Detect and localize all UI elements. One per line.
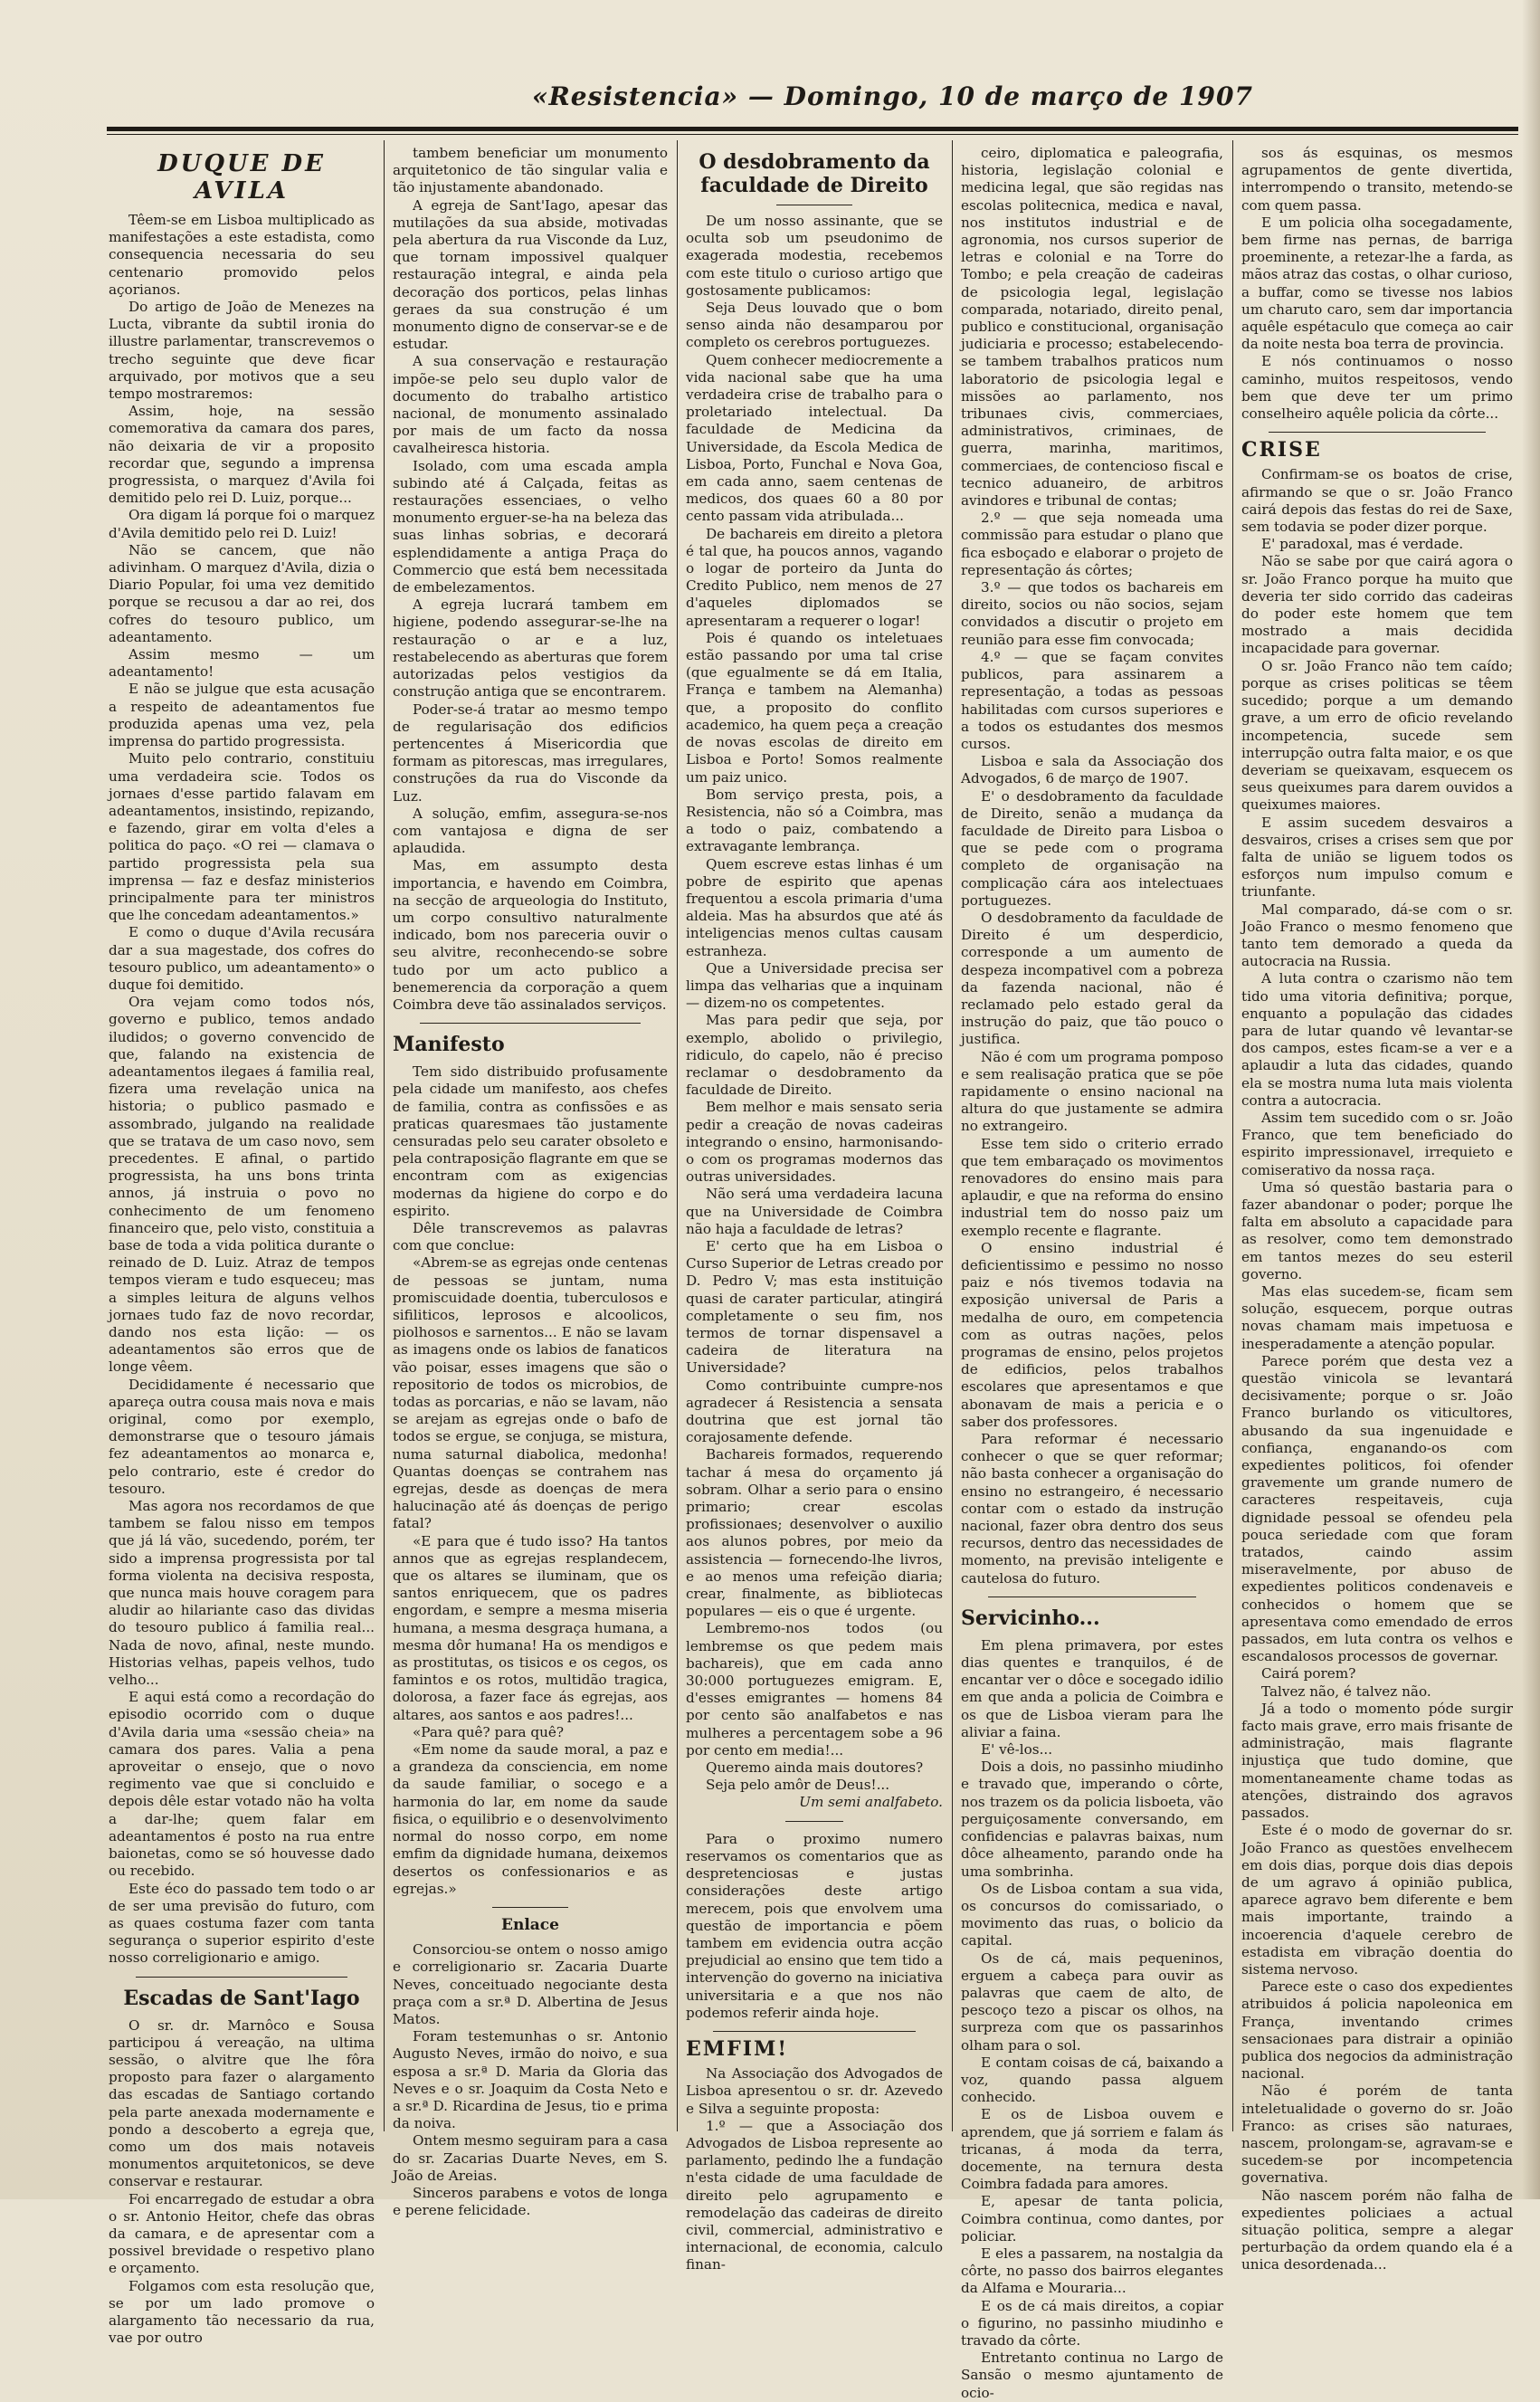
paragraph: Não se sabe por que cairá agora o sr. João Franco porque ha muito que deveria ter sido corrido das cadeiras do poder este homem que tem mostrado a mais decidida incapacidade para governar.	[1241, 553, 1513, 657]
divider	[785, 1821, 843, 1822]
paragraph: «Para quê? para quê?	[413, 1723, 565, 1740]
paragraph: Assim mesmo — um adeantamento!	[109, 646, 375, 681]
column-4	[961, 145, 1223, 2401]
paragraph: O sr. dr. Marnôco e Sousa participou á vereação, na ultima sessão, o alvitre que lhe fôra proposto para fazer o alargamento das escadas de Santiago cortando pela parte anexada modernamente e pondo a descoberto a egreja que, como um dos mais notaveis monumentos arquitetonicos, se deve conservar e restaurar.	[109, 2016, 375, 2190]
paragraph: Ora vejam como todos nós, governo e publico, temos andado iludidos; o governo convencido de que, falando na existencia de adeantamentos ilegaes á familia real, fizera uma revelação unica na historia; o publico pasmado e assombrado, julgando na realidade que se tratava de um caso novo, sem precedentes. E afinal, o partido progressista, ha uns bons trinta annos, já instruia o povo no conhecimento de um fenomeno financeiro que, pelo visto, constituia a base de toda a vida politica durante o reinado de D. Luiz. Atraz de tempos tempos vieram e tudo esqueceu; mas a simples leitura de alguns velhos jornaes tudo faz de novo recordar, dando nos esta lição: — os adeantamentos são erros que de longe vêem.	[109, 994, 375, 1376]
paragraph: Mas, em assumpto desta importancia, e havendo em Coimbra, na secção de arqueologia do Instituto, um corpo consultivo naturalmente indicado, bom nos pareceria ouvir o seu alvitre, reconhecendo-se sobre tudo por um acto publico a benemerencia da corporação a quem Coimbra deve tão assinalados serviços.	[393, 857, 668, 1013]
paragraph: Foram testemunhas o sr. Antonio Augusto Neves, irmão do noivo, e sua esposa a sr.ª D. Maria da Gloria das Neves e o sr. Joaquim da Costa Neto e a sr.ª D. Ricardina de Jesus, tio e prima da noiva.	[393, 2028, 668, 2132]
paragraph: A luta contra o czarismo não tem tido uma vitoria definitiva; porque, enquanto a população das cidades para de lutar quando vê levantar-se dos campos, estes ficam-se a ver e a aplaudir a luta das cidades, quando ela se mostra numa luta mais violenta contra a autocracia.	[1241, 970, 1513, 1109]
paragraph: E os de Lisboa ouvem e aprendem, que já sorriem e falam ás tricanas, á moda da terra, docemente, na ternura desta Coimbra fadada para amores.	[961, 2106, 1223, 2193]
paragraph: Lembremo-nos todos (ou lembremse os que pedem mais bachareis), que em cada anno 30:000 portuguezes emigram. E, d'esses emigrantes — homens 84 por cento são analfabetos e nas mulheres a percentagem sobe a 96 por cento em media!...	[686, 1620, 943, 1759]
paragraph: A sua conservação e restauração impõe-se pelo seu duplo valor de documento do trabalho artistico nacional, de monumento assinalado por mais de um facto da nossa cavalheiresca historia.	[393, 353, 668, 457]
article-title-servicinho: Servicinho...	[961, 1606, 1100, 1630]
paragraph: Seja pelo amôr de Deus!...	[706, 1777, 890, 1794]
paragraph: Este éco do passado tem todo o ar de ser uma previsão do futuro, com as quaes costuma fazer com tanta segurança o superior espirito d'este nosso correligionario e amigo.	[109, 1880, 375, 1967]
article-title-emfim: EMFIM!	[686, 2036, 789, 2061]
paragraph: O desdobramento da faculdade de Direito é um desperdicio, corresponde a um aumento de despeza incompativel com a pobreza da fazenda nacional, não é reclamado pelo estado geral da instrução do paiz, que tão pouco o justifica.	[961, 909, 1223, 1048]
paragraph: Uma só questão bastaria para o fazer abandonar o poder; porque lhe falta em absoluto a capacidade para as resolver, como tem demonstrado em tantos mezes do seu esteril governo.	[1241, 1178, 1513, 1282]
paragraph: E um policia olha socegadamente, bem firme nas pernas, de barriga proeminente, a retezar-lhe a farda, as mãos atraz das costas, o olhar curioso, a buffar, como se tivesse nos labios um charuto caro, sem dar importancia aquêle espétaculo que começa ao cair da noite nesta boa terra de provincia.	[1241, 214, 1513, 353]
paragraph: Não será uma verdadeira lacuna que na Universidade de Coimbra não haja a faculdade de letras?	[686, 1186, 943, 1237]
paragraph: Quem conhecer mediocremente a vida nacional sabe que ha uma verdadeira crise de trabalho para o proletariado intelectual. Da faculdade de Medicina da Universidade, da Escola Medica de Lisboa, Porto, Funchal e Nova Goa, em cada anno, saem centenas de medicos, dos quaes 60 a 80 por cento passam vida atribulada...	[686, 351, 943, 525]
paragraph: Como contribuinte cumpre-nos agradecer á Resistencia a sensata doutrina que est jornal tão corajosamente defende.	[686, 1377, 943, 1446]
paragraph: E aqui está como a recordação do episodio ocorrido com o duque d'Avila daria uma «sessão cheia» na camara dos pares. Valia a pena aproveitar o ensejo, que o novo regimento vae que si concluido e depois dêle estar votado não ha volta a dar-lhe; quem falar em adeantamentos é posto na rua entre baionetas, como se só houvesse dado ou recebido.	[109, 1689, 375, 1880]
paragraph: Mal comparado, dá-se com o sr. João Franco o mesmo fenomeno que tanto tem demorado a queda da autocracia na Russia.	[1241, 901, 1513, 970]
article-title-manifesto: Manifesto	[393, 1033, 505, 1057]
paragraph: Mas para pedir que seja, por exemplo, abolido o privilegio, ridiculo, do capelo, não é preciso reclamar o desdobramento da faculdade de Direito.	[686, 1012, 943, 1099]
column-5	[1241, 145, 1513, 2273]
paragraph: Dêle transcrevemos as palavras com que conclue:	[393, 1219, 668, 1254]
paragraph: E eles a passarem, na nostalgia da côrte, no passo dos bairros elegantes da Alfama e Mouraria...	[961, 2245, 1223, 2297]
paragraph: O ensino industrial é deficientissimo e pessimo no nosso paiz e nós tivemos todavia na exposição universal de Paris a medalha de ouro, em competencia com as outras nações, pelos programas de ensino, pelos projetos de edificios, pelos trabalhos escolares que apresentamos e que abonavam de mais a pericia e o saber dos professores.	[961, 1239, 1223, 1430]
divider	[136, 1977, 347, 1978]
paragraph: ceiro, diplomatica e paleografia, historia, legislação colonial e medicina legal, que são regidas nas escolas politecnica, medica e naval, nos institutos industrial e de agronomia, nos cursos superior de letras e colonial e na Torre do Tombo; e pela creação de cadeiras de psicologia legal, legislação comparada, notariado, direito penal, publico e constitucional, organisação judiciaria e processo; estabelecendo-se tambem trabalhos praticos num laboratorio de psicologia legal e missões ao parlamento, nos tribunaes civis, commerciaes, administrativos, criminaes, de guerra, marinha, maritimos, commerciaes, de contencioso fiscal e tecnico aduaneiro, de arbitros avindores e tribunal de contas;	[961, 145, 1223, 510]
article-title-crise: CRISE	[1241, 438, 1322, 462]
masthead-rule	[107, 127, 1518, 131]
paragraph: Não se cancem, que não adivinham. O marquez d'Avila, dizia o Diario Popular, foi uma vez demitido porque se recusou a dar ao rei, dos cofres do tesouro publico, um adeantamento.	[109, 541, 375, 645]
paragraph: Parece este o caso dos expedientes atribuidos á policia napoleonica em França, inventando crimes sensacionaes para distrair a opinião publica dos negocios da administração nacional.	[1241, 1978, 1513, 2083]
paragraph: Muito pelo contrario, constituiu uma verdadeira scie. Todos os jornaes d'esse partido falavam em adeantamentos, insistindo, repizando, e fazendo, girar em volta d'eles a politica do paço. «O rei — clamava o partido progressista pela sua imprensa — faz e desfaz ministerios principalmente para ter ministros que lhe concedam adeantamentos.»	[109, 750, 375, 924]
paragraph: Confirmam-se os boatos de crise, afirmando se que o sr. João Franco cairá depois das festas do rei de Saxe, sem todavia se poder dizer porque.	[1241, 466, 1513, 536]
column-rule	[677, 140, 678, 2131]
paragraph: «Em nome da saude moral, a paz e a grandeza da consciencia, em nome da saude familiar, o socego e a harmonia do lar, em nome da saude fisica, o equilibrio e o desenvolvimento normal do nosso corpo, em nome emfim da dignidade humana, deixemos desertos os confessionarios e as egrejas.»	[393, 1741, 668, 1897]
paragraph: Cairá porem?	[1261, 1665, 1356, 1682]
paragraph: E' certo que ha em Lisboa o Curso Superior de Letras creado por D. Pedro V; mas esta instituição quasi de carater particular, atingirá completamente o seu fim, nos termos de tornar dispensavel a cadeira de literatura na Universidade?	[686, 1237, 943, 1377]
paragraph: Talvez não, é talvez não.	[1261, 1682, 1431, 1700]
paragraph: Mas elas sucedem-se, ficam sem solução, esquecem, porque outras novas chamam mais impetuosa e inesperadamente a atenção popular.	[1241, 1283, 1513, 1352]
paragraph: Para reformar é necessario conhecer o que se quer reformar; não basta conhecer a organisação do ensino no estrangeiro, é necessario contar com o estado da instrução nacional, fazer obra dentro dos seus recursos, dentro das necessidades de momento, na previsão inteligente e cautelosa do futuro.	[961, 1431, 1223, 1587]
paragraph: Que a Universidade precisa ser limpa das velharias que a inquinam — dizem-no os competentes.	[686, 959, 943, 1012]
paragraph: Dois a dois, no passinho miudinho e travado que, imperando o côrte, nos trazem os da policia lisboeta, vão perguiçosamente conversando, em confidencias e palavras baixas, num dôce alheamento, parando onde ha uma sombrinha.	[961, 1759, 1223, 1880]
paragraph: Na Associação dos Advogados de Lisboa apresentou o sr. dr. Azevedo e Silva a seguinte proposta:	[686, 2065, 943, 2117]
paragraph: 3.º — que todos os bachareis em direito, socios ou não socios, sejam convidados a discutir o projeto em reunião para esse fim convocada;	[961, 579, 1223, 648]
paragraph: Tem sido distribuido profusamente pela cidade um manifesto, aos chefes de familia, contra as confissões e as praticas quaresmaes tão justamente censuradas pelo seu carater obsoleto e pela contraposição flagrante em que se encontram com as exigencias modernas da higiene do corpo e do espirito.	[393, 1063, 668, 1219]
paragraph: «Abrem-se as egrejas onde centenas de pessoas se juntam, numa promiscuidade doentia, tuberculosos e sifiliticos, leprosos e alcoolicos, piolhosos e sarnentos... E não se lavam as imagens onde os labios de fanaticos vão poisar, esses imagens que são o repositorio de todos os microbios, de todas as porcarias, e não se lavam, não se arejam as egrejas onde o bafo de todos se ergue, se conjuga, se mistura, numa saturnal diabolica, medonha! Quantas doenças se contrahem nas egrejas, desde as doenças de mera halucinação até ás doenças de perigo fatal?	[393, 1254, 668, 1532]
paragraph: Lisboa e sala da Associação dos Advogados, 6 de março de 1907.	[961, 753, 1223, 787]
page-edge-shadow	[1522, 0, 1540, 2199]
paragraph: Sinceros parabens e votos de longa e perene felicidade.	[393, 2184, 668, 2219]
paragraph: Do artigo de João de Menezes na Lucta, vibrante da subtil ironia do illustre parlamentar, transcrevemos o trecho seguinte que deve ficar arquivado, por motivos que a seu tempo mostraremos:	[109, 299, 375, 403]
paragraph: Não é com um programa pomposo e sem realisação pratica que se põe rapidamente o ensino nacional na altura do que justamente se admira no extrangeiro.	[961, 1048, 1223, 1135]
paragraph: «E para que é tudo isso? Ha tantos annos que as egrejas resplandecem, que os altares se iluminam, que os santos enriquecem, que os padres engordam, e sempre a mesma miseria humana, a mesma desgraça humana, a mesma dôr humana! Ha os mendigos e as prostitutas, os tisicos e os cegos, os famintos e os rotos, multidão tragica, dolorosa, a fazer face ás egrejas, aos altares, aos santos e aos padres!...	[393, 1532, 668, 1723]
column-rule	[1232, 140, 1233, 2131]
paragraph: Bachareis formados, requerendo tachar á mesa do orçamento já sobram. Olhar a serio para o ensino primario; crear escolas profissionaes; desenvolver o auxilio aos alunos pobres, por meio da assistencia — fornecendo-lhe livros, e ao menos uma refeição diaria; crear, finalmente, as bibliotecas populares — eis o que é urgente.	[686, 1446, 943, 1620]
divider	[713, 2031, 916, 2032]
paragraph: Para o proximo numero reservamos os comentarios que as despretenciosas e justas considerações deste artigo merecem, pois que envolvem uma questão de importancia e põem tambem em evidencia outra acção prejudicial ao ensino que tem tido a intervenção do governo na iniciativa universitaria e a que nos não podemos referir ainda hoje.	[686, 1830, 943, 2021]
paragraph: Bom serviço presta, pois, a Resistencia, não só a Coimbra, mas a todo o paiz, combatendo a extravagante lembrança.	[686, 786, 943, 855]
paragraph: Bem melhor e mais sensato seria pedir a creação de novas cadeiras integrando o ensino, harmonisando-o com os programas modernos das outras universidades.	[686, 1099, 943, 1186]
paragraph: Já a todo o momento póde surgir facto mais grave, erro mais frisante de administração, mais flagrante injustiça que tudo domine, que momentaneamente chame todas as atenções, distraindo dos agravos passados.	[1241, 1700, 1513, 1822]
paragraph: A egreja de Sant'Iago, apesar das mutilações da sua abside, motivadas pela abertura da rua Visconde da Luz, que tornam impossivel qualquer restauração integral, e ainda pela decoração dos porticos, pelas linhas geraes da sua construção é um monumento digno de conservar-se e de estudar.	[393, 196, 668, 353]
paragraph: Decididamente é necessario que apareça outra cousa mais nova e mais original, como por exemplo, demonstrarse que o tesouro jámais fez adeantamentos ao monarca e, pelo contrario, este é credor do tesouro.	[109, 1376, 375, 1497]
paragraph: 2.º — que seja nomeada uma commissão para estudar o plano que fica esboçado e elaborar o projeto de representação ás côrtes;	[961, 510, 1223, 578]
paragraph: Esse tem sido o criterio errado que tem embaraçado os movimentos renovadores do ensino mais para aplaudir, e que na reforma do ensino industrial tem do nosso paiz um exemplo recente e flagrante.	[961, 1135, 1223, 1239]
divider	[492, 1907, 568, 1908]
paragraph: E' o desdobramento da faculdade de Direito, senão a mudança da faculdade de Direito para Lisboa o que se pede com o programa completo de organisação na complicação cára aos intelectuaes portuguezes.	[961, 787, 1223, 909]
paragraph: Não nascem porém não falha de expedientes policiaes a actual situação politica, sempre a alegar perturbação da ordem quando ela é a unica desordenada...	[1241, 2187, 1513, 2273]
paragraph: Ontem mesmo seguiram para a casa do sr. Zacarias Duarte Neves, em S. João de Areias.	[393, 2132, 668, 2184]
paragraph: Queremo ainda mais doutores?	[706, 1759, 924, 1777]
signature: Um semi analfabeto.	[799, 1794, 943, 1811]
column-1	[109, 145, 375, 2347]
masthead-rule-thin	[107, 134, 1518, 135]
paragraph: E os de cá mais direitos, a copiar o figurino, no passinho miudinho e travado da côrte.	[961, 2297, 1223, 2349]
paragraph: Têem-se em Lisboa multiplicado as manifestações a este estadista, como consequencia necessaria do seu centenario promovido pelos açorianos.	[109, 212, 375, 298]
column-rule	[952, 140, 953, 2131]
divider	[1269, 432, 1486, 433]
paragraph: Parece porém que desta vez a questão vinicola se levantará decisivamente; porque o sr. João Franco burlando os viticultores, abusando da sua ingenuidade e confiança, enganando-os com expedientes politicos, foi ofender gravemente um grande numero de caracteres respeitaveis, cuja dignidade pessoal se ofendeu pela pouca seriedade com que foram tratados, caindo assim miseravelmente, por abuso de expedientes politicos condenaveis e conhecidos o homem que se apresentava como emendado de erros passados, em luta contra os velhos e escandalosos processos de governar.	[1241, 1352, 1513, 1665]
column-rule	[384, 140, 385, 2131]
article-title-desdobramento: O desdobramento da faculdade de Direito	[699, 150, 930, 197]
paragraph: E assim sucedem desvairos a desvairos, crises a crises sem que por falta de união se liguem todos os esforços num impulso comum e triunfante.	[1241, 814, 1513, 901]
paragraph: Isolado, com uma escada ampla subindo até á Calçada, feitas as restaurações essenciaes, o velho monumento erguer-se-ha na beleza das suas linhas sobrias, e decorará esplendidamente a antiga Praça do Commercio que está bem necessitada de embelezamentos.	[393, 457, 668, 596]
column-2	[393, 145, 668, 2219]
paragraph: E' paradoxal, mas é verdade.	[1261, 536, 1464, 553]
divider	[420, 1023, 641, 1024]
paragraph: E, apesar de tanta policia, Coimbra continua, como dantes, por policiar.	[961, 2193, 1223, 2245]
article-title-duque-de-avila: DUQUE DE AVILA	[157, 150, 326, 205]
paragraph: E como o duque d'Avila recusára dar a sua magestade, dos cofres do tesouro publico, um adeantamento» o duque foi demitido.	[109, 924, 375, 993]
paragraph: A solução, emfim, assegura-se-nos com vantajosa e digna de ser aplaudida.	[393, 805, 668, 857]
paragraph: tambem beneficiar um monumento arquitetonico de tão singular valia e tão injustamente abandonado.	[393, 145, 668, 196]
paragraph: A egreja lucrará tambem em higiene, podendo assegurar-se-lhe na restauração o ar e a luz, restabelecendo as aberturas que forem autorizadas pelos vestigios da construção antiga que se encontrarem.	[393, 596, 668, 701]
paragraph: Este é o modo de governar do sr. João Franco as questões envelhecem em dois dias, porque dois dias depois de um agravo á opinião publica, aparece agravo bem diferente e bem mais importante, traindo a incoerencia d'aquele cerebro de estadista em vibração doentia do sistema nervoso.	[1241, 1822, 1513, 1978]
paragraph: Pois é quando os inteletuaes estão passando por uma tal crise (que egualmente se dá em Italia, França e tambem na Alemanha) que, a proposito do conflito academico, ha quem peça a creação de novas escolas de direito em Lisboa e Porto! Somos realmente um paiz unico.	[686, 629, 943, 786]
paragraph: E contam coisas de cá, baixando a voz, quando passa alguem conhecido.	[961, 2054, 1223, 2106]
paragraph: E' vê-los...	[981, 1741, 1053, 1759]
masthead-title: «Resistencia» — Domingo, 10 de março de 1907	[532, 81, 1253, 111]
paragraph: Foi encarregado de estudar a obra o sr. Antonio Heitor, chefe das obras da camara, e de apresentar com a possivel brevidade o respetivo plano e orçamento.	[109, 2190, 375, 2277]
paragraph: O sr. João Franco não tem caído; porque as crises politicas se têem sucedido; porque a um demando grave, a um erro de oficio revelando incompetencia, sucede sem interrupção outra falta maior, e os que deveriam se queixavam, esquecem os seus queixumes para darem ouvidos a queixumes maiores.	[1241, 657, 1513, 814]
paragraph: 1.º — que a Associação dos Advogados de Lisboa represente ao parlamento, pedindo lhe a fundação n'esta cidade de uma faculdade de direito pelo agrupamento e remodelação das cadeiras de direito civil, commercial, administrativo e internacional, de economia, calculo finan-	[686, 2117, 943, 2273]
paragraph: Mas agora nos recordamos de que tambem se falou nisso em tempos que já lá vão, sucedendo, porém, ter sido a imprensa progressista por tal forma violenta na decisiva resposta, que nunca mais houve coragem para aludir ao hilariante caso das dividas do tesouro publico á familia real... Nada de novo, afinal, neste mundo. Historias velhas, papeis velhos, tudo velho...	[109, 1498, 375, 1689]
paragraph: Seja Deus louvado que o bom senso ainda não desamparou por completo os cerebros portuguezes.	[686, 300, 943, 351]
column-3	[686, 145, 943, 2273]
paragraph: sos ás esquinas, os mesmos agrupamentos de gente divertida, interrompendo o transito, metendo-se com quem passa.	[1241, 145, 1513, 214]
article-title-enlace: Enlace	[501, 1915, 559, 1934]
paragraph: Quem escreve estas linhas é um pobre de espirito que apenas frequentou a escola primaria d'uma aldeia. Mas ha absurdos que até ás inteligencias menos cultas causam estranheza.	[686, 855, 943, 959]
paragraph: Assim tem sucedido com o sr. João Franco, que tem beneficiado do espirito impressionavel, irrequieto e comiserativo da nossa raça.	[1241, 1109, 1513, 1178]
paragraph: E nós continuamos o nosso caminho, muitos respeitosos, vendo bem que deve ter um primo conselheiro aquêle policia da côrte...	[1241, 353, 1513, 423]
paragraph: Poder-se-á tratar ao mesmo tempo de regularisação dos edificios pertencentes á Misericordia que formam as pitorescas, mas irregulares, construções da rua do Visconde da Luz.	[393, 701, 668, 805]
article-title-escadas: Escadas de Sant'Iago	[123, 1986, 360, 2010]
paragraph: Consorciou-se ontem o nosso amigo e correligionario sr. Zacaria Duarte Neves, conceituado negociante desta praça com a sr.ª D. Albertina de Jesus Matos.	[393, 1941, 668, 2027]
paragraph: Os de Lisboa contam a sua vida, os concursos do comissariado, o movimento das ruas, o bolicio da capital.	[961, 1880, 1223, 1949]
paragraph: E não se julgue que esta acusação a respeito de adeantamentos fue produzida apenas uma vez, pela imprensa do partido progressista.	[109, 681, 375, 750]
paragraph: Folgamos com esta resolução que, se por um lado promove o alargamento tão necessario da rua, vae por outro	[109, 2277, 375, 2347]
paragraph: Os de cá, mais pequeninos, erguem a cabeça para ouvir as palavras que caem de alto, de pescoço tezo a piscar os olhos, na surpreza com que os passarinhos olham para o sol.	[961, 1949, 1223, 2054]
paragraph: Em plena primavera, por estes dias quentes e tranquilos, é de encantar ver o dôce e socegado idilio em que anda a policia de Coimbra e os que de Lisboa vieram para lhe aliviar a faina.	[961, 1636, 1223, 1740]
paragraph: Entretanto continua no Largo de Sansão o mesmo ajuntamento de ocio-	[961, 2350, 1223, 2401]
paragraph: Ora digam lá porque foi o marquez d'Avila demitido pelo rei D. Luiz!	[109, 507, 375, 541]
paragraph: De bachareis em direito a pletora é tal que, ha poucos annos, vagando o logar de porteiro da Junta do Credito Publico, nem menos de 27 d'aqueles diplomados se apresentaram a requerer o logar!	[686, 525, 943, 629]
paragraph: Não é porém de tanta inteletualidade o governo do sr. João Franco: as crises são naturaes, nascem, prolongam-se, agravam-se e sucedem-se por incompetencia governativa.	[1241, 2083, 1513, 2187]
paragraph: De um nosso assinante, que se oculta sob um pseudonimo de exagerada modestia, recebemos com este titulo o curioso artigo que gostosamente publicamos:	[686, 213, 943, 299]
paragraph: Assim, hoje, na sessão comemorativa da camara dos pares, não deixaria de vir a proposito recordar que, segundo a imprensa progressista, o marquez d'Avila foi demitido pelo rei D. Luiz, porque...	[109, 403, 375, 507]
paragraph: 4.º — que se façam convites publicos, para assinarem a representação, a todas as pessoas habilitadas com cursos superiores e a todos os estudantes dos mesmos cursos.	[961, 648, 1223, 752]
